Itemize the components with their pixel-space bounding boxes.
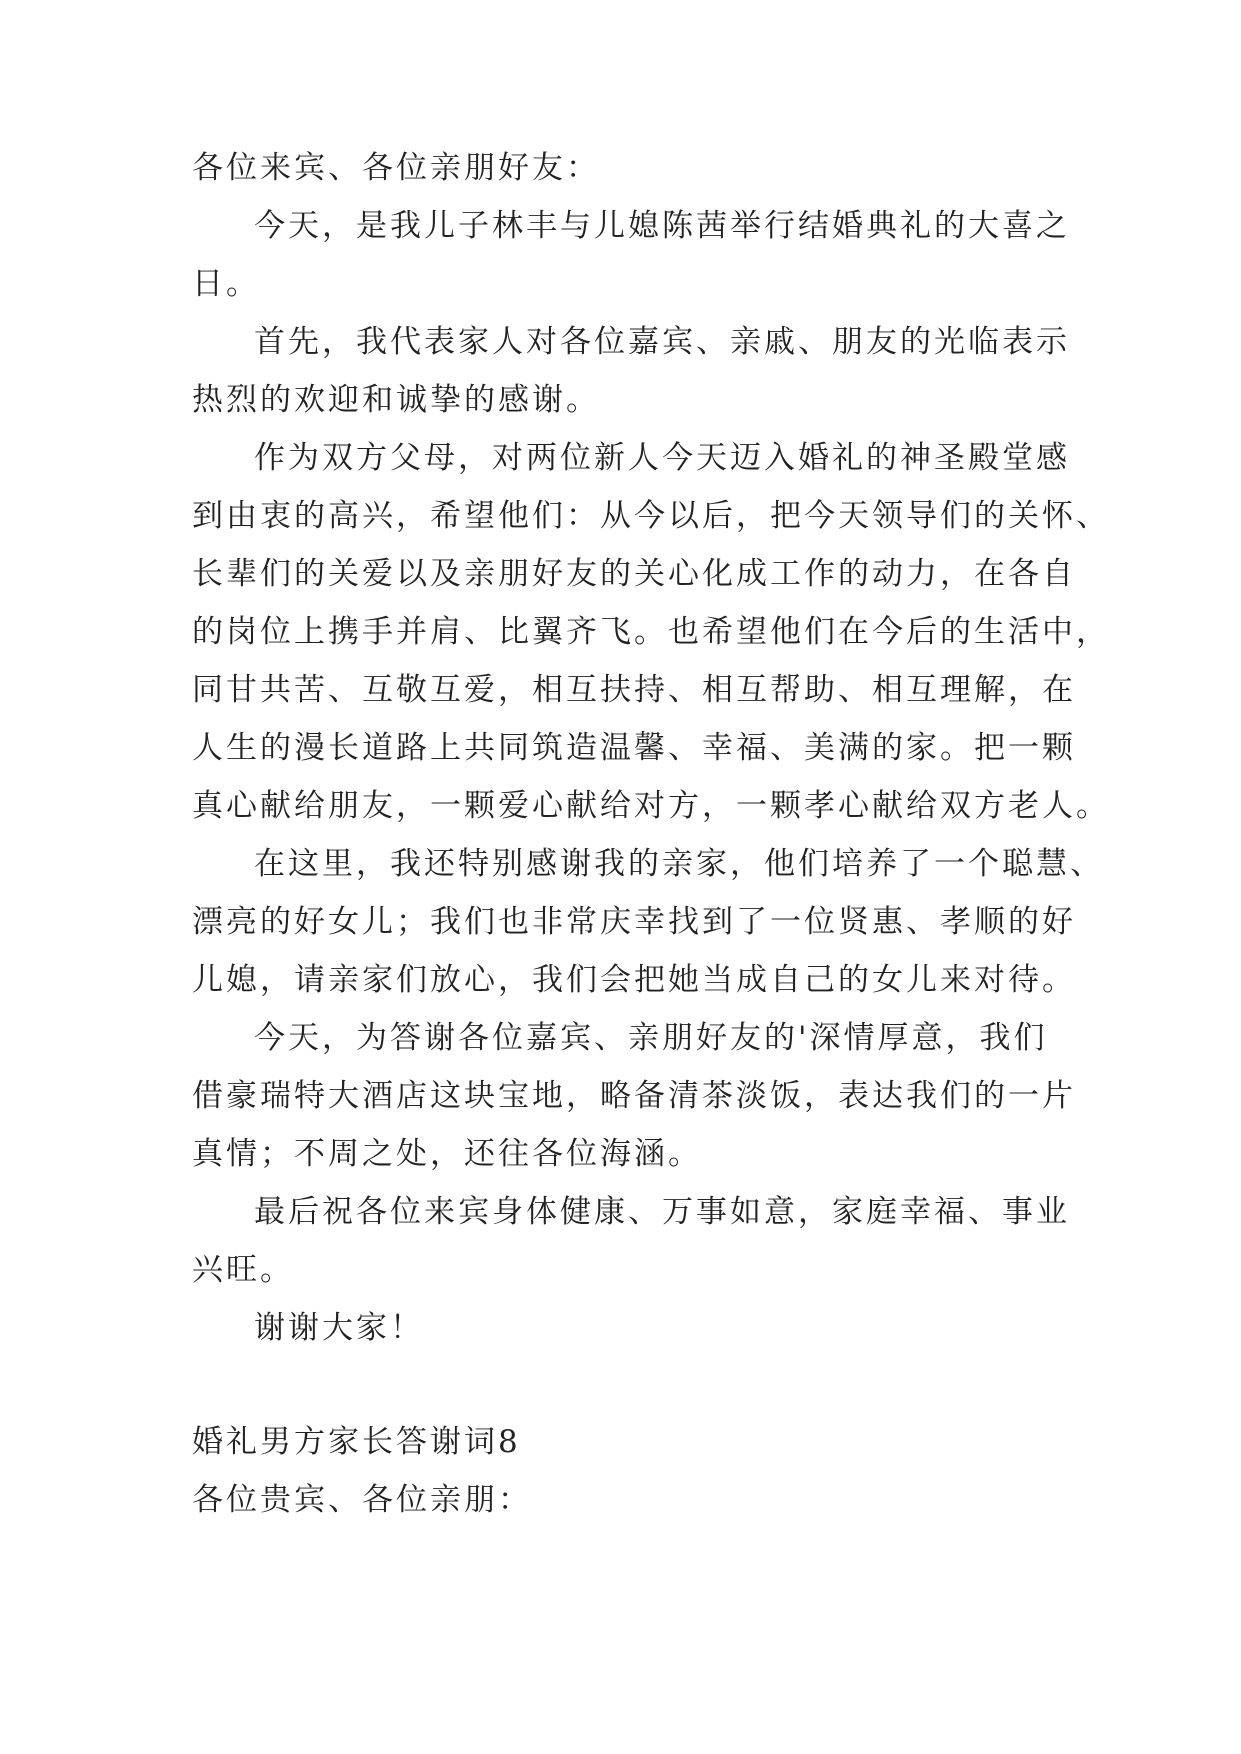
paragraph-line: 借豪瑞特大酒店这块宝地，略备清茶淡饭，表达我们的一片 [192, 1078, 1076, 1114]
paragraph-line: 人生的漫长道路上共同筑造温馨、幸福、美满的家。把一颗 [192, 730, 1076, 766]
paragraph-line: 在这里，我还特别感谢我的亲家，他们培养了一个聪慧、 [254, 846, 1104, 882]
paragraph-line: 首先，我代表家人对各位嘉宾、亲戚、朋友的光临表示 [254, 324, 1070, 360]
paragraph-line: 日。 [192, 266, 260, 302]
closing-thanks: 谢谢大家！ [254, 1310, 424, 1346]
paragraph-line: 今天，为答谢各位嘉宾、亲朋好友的'深情厚意，我们 [254, 1020, 1048, 1056]
paragraph-line: 的岗位上携手并肩、比翼齐飞。也希望他们在今后的生活中， [192, 614, 1110, 650]
paragraph-line: 今天，是我儿子林丰与儿媳陈茜举行结婚典礼的大喜之 [254, 208, 1070, 244]
section-heading: 婚礼男方家长答谢词8 [192, 1424, 521, 1460]
salutation: 各位来宾、各位亲朋好友： [192, 150, 600, 186]
paragraph-line: 漂亮的好女儿；我们也非常庆幸找到了一位贤惠、孝顺的好 [192, 904, 1076, 940]
paragraph-line: 真情；不周之处，还往各位海涵。 [192, 1136, 702, 1172]
paragraph-line: 长辈们的关爱以及亲朋好友的关心化成工作的动力，在各自 [192, 556, 1076, 592]
paragraph-line: 最后祝各位来宾身体健康、万事如意，家庭幸福、事业 [254, 1194, 1070, 1230]
paragraph-line: 兴旺。 [192, 1252, 294, 1288]
salutation: 各位贵宾、各位亲朋： [192, 1482, 532, 1518]
paragraph-line: 真心献给朋友，一颗爱心献给对方，一颗孝心献给双方老人。 [192, 788, 1110, 824]
paragraph-line: 同甘共苦、互敬互爱，相互扶持、相互帮助、相互理解，在 [192, 672, 1076, 708]
paragraph-line: 儿媳，请亲家们放心，我们会把她当成自己的女儿来对待。 [192, 962, 1076, 998]
paragraph-line: 到由衷的高兴，希望他们：从今以后，把今天领导们的关怀、 [192, 498, 1110, 534]
paragraph-line: 作为双方父母，对两位新人今天迈入婚礼的神圣殿堂感 [254, 440, 1070, 476]
paragraph-line: 热烈的欢迎和诚挚的感谢。 [192, 382, 600, 418]
